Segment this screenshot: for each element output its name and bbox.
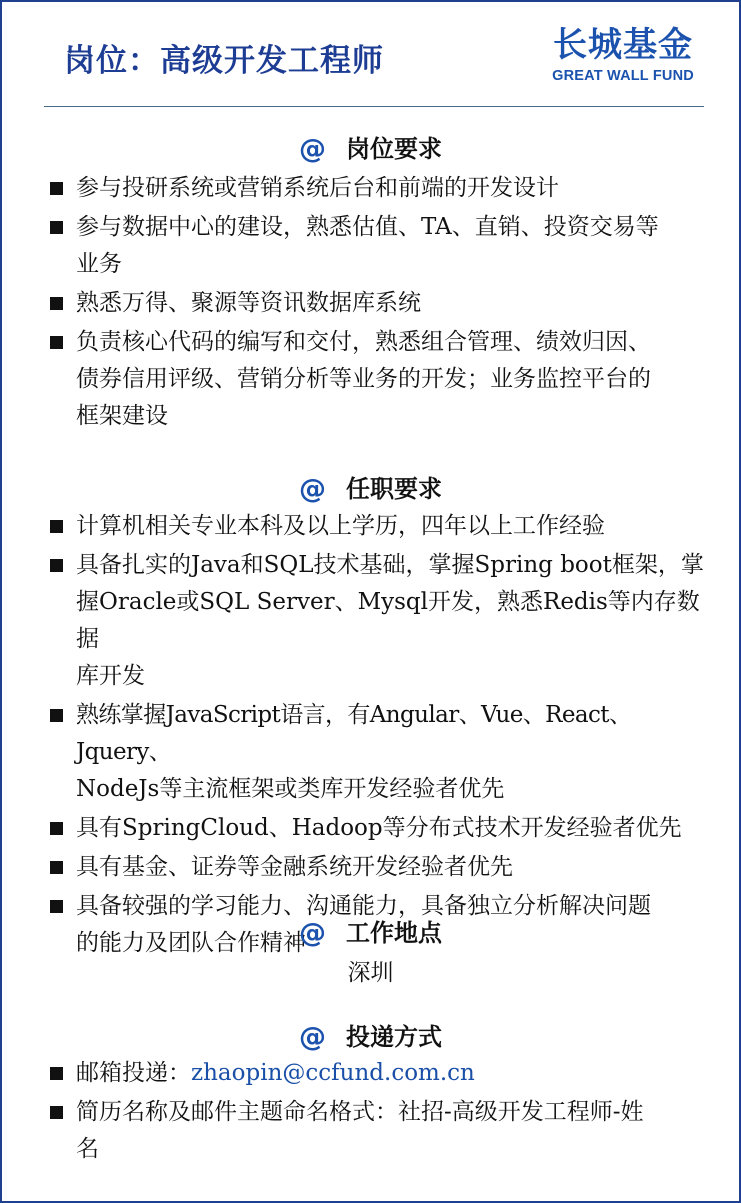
square-bullet-icon [50, 336, 63, 349]
email-label: 邮箱投递： [76, 1060, 191, 1086]
square-bullet-icon [50, 861, 63, 874]
logo-english-name: GREAT WALL FUND [552, 68, 694, 84]
list-item [46, 1055, 716, 1092]
square-bullet-icon [50, 559, 63, 572]
list-item: 参与数据中心的建设，熟悉估值、TA、直销、投资交易等 业务 [46, 209, 716, 283]
requirements-list [46, 508, 716, 962]
square-bullet-icon [50, 221, 63, 234]
header [0, 0, 741, 108]
header-divider [44, 106, 704, 107]
at-icon: @ [299, 917, 326, 949]
square-bullet-icon [50, 709, 63, 722]
company-logo [540, 25, 706, 86]
list-item: 熟练掌握JavaScript语言，有Angular、Vue、React、Jquery、 NodeJs等主流框架或类库开发经验者优先 [46, 697, 716, 808]
square-bullet-icon [50, 520, 63, 533]
section-heading-location [0, 916, 741, 950]
list-item: 具有SpringCloud、Hadoop等分布式技术开发经验者优先 [46, 810, 716, 847]
duties-list [46, 170, 716, 435]
list-item: 具有基金、证券等金融系统开发经验者优先 [46, 849, 716, 886]
square-bullet-icon [50, 182, 63, 195]
email-link[interactable]: zhaopin@ccfund.com.cn [191, 1060, 475, 1086]
square-bullet-icon [50, 297, 63, 310]
square-bullet-icon [50, 822, 63, 835]
square-bullet-icon [50, 1067, 63, 1080]
work-location: 深圳 [347, 960, 394, 986]
section-title-location: 工作地点 [346, 919, 442, 947]
section-heading-duties [0, 132, 741, 166]
at-icon: @ [299, 473, 326, 505]
list-item: 计算机相关专业本科及以上学历，四年以上工作经验 [46, 508, 716, 545]
list-item: 简历名称及邮件主题命名格式：社招-高级开发工程师-姓 名 [46, 1094, 716, 1168]
section-title-apply: 投递方式 [346, 1023, 442, 1051]
at-icon: @ [299, 133, 326, 165]
square-bullet-icon [50, 900, 63, 913]
list-item: 参与投研系统或营销系统后台和前端的开发设计 [46, 170, 716, 207]
at-icon: @ [299, 1021, 326, 1053]
page-title: 岗位：高级开发工程师 [64, 43, 384, 79]
apply-list [46, 1055, 716, 1168]
square-bullet-icon [50, 1106, 63, 1119]
section-heading-requirements [0, 472, 741, 506]
section-heading-apply [0, 1020, 741, 1054]
list-item: 具备较强的学习能力、沟通能力，具备独立分析解决问题 的能力及团队合作精神 [46, 888, 716, 962]
list-item: 具备扎实的Java和SQL技术基础，掌握Spring boot框架，掌 握Oracle或SQL Server、Mysql开发，熟悉Redis等内存数据 库开发 [46, 547, 716, 695]
section-title-duties: 岗位要求 [346, 135, 442, 163]
section-title-requirements: 任职要求 [346, 475, 442, 503]
logo-chinese-name: 长城基金 [553, 25, 693, 65]
list-item: 熟悉万得、聚源等资讯数据库系统 [46, 285, 716, 322]
list-item: 负责核心代码的编写和交付，熟悉组合管理、绩效归因、 债券信用评级、营销分析等业务的开发；业务监控平台的 框架建设 [46, 324, 716, 435]
